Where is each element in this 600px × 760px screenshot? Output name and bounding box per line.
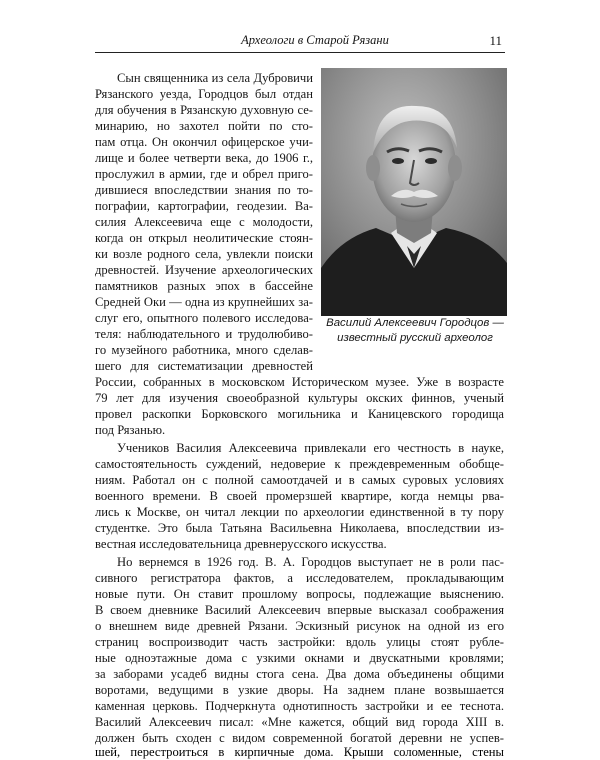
text-line: ные одноэтажные дома с узкими окнами и двускатными кровлями; <box>95 651 504 665</box>
text-line: памятников разных эпох в бассейне <box>95 279 313 293</box>
text-line: Сын священника из села Дубровичи <box>117 71 313 85</box>
text-line: дившиеся впоследствии знания по то- <box>95 183 313 197</box>
text-line: за заборами усадеб видны стога сена. Два дома объединены общими <box>95 667 504 681</box>
portrait-figure <box>321 68 507 336</box>
portrait-photo-icon <box>321 68 507 316</box>
text-line: сивного регистратора фактов, а исследователем, прокладывающим <box>95 571 504 585</box>
text-line: слуг его, опытного полевого исследова- <box>95 311 313 325</box>
text-line: силия Алексеевича еще с молодости, <box>95 215 313 229</box>
text-line: военного времени. В своей промерзшей квартире, когда немцы рва- <box>95 489 504 503</box>
text-line: шего для систематизации древностей <box>95 359 313 373</box>
text-line: России, собранных в московском Историческом музее. Уже в возрасте <box>95 375 504 389</box>
text-line: В своем дневнике Василий Алексеевич впервые высказал соображения <box>95 603 504 617</box>
text-line: самостоятельность суждений, недоверие к преждевременным обобще- <box>95 457 504 471</box>
text-line: лись к Москве, он читал лекции по археологии единственной в ту пору <box>95 505 504 519</box>
text-line: пам отца. Он окончил офицерское учи- <box>95 135 313 149</box>
text-line: теля: наблюдательного и трудолюбиво- <box>95 327 313 341</box>
text-line: 79 лет для изучения своеобразной культуры окских финнов, ученый <box>95 391 504 405</box>
text-line: страниц воспроизводит часть застройки: вдоль улицы стоят рубле- <box>95 635 504 649</box>
text-line: ки возле родного села, увлекли поиски <box>95 247 313 261</box>
text-line: когда он открыл неолитические стоян- <box>95 231 313 245</box>
text-line: воротами, ведущими в узкие дворы. На заднем плане возвышается <box>95 683 504 697</box>
text-line: Средней Оки — одна из крупнейших за- <box>95 295 313 309</box>
figure-caption <box>325 316 505 345</box>
caption-line: известный русский археолог <box>337 331 493 344</box>
header-rule <box>95 52 505 53</box>
text-line: провел раскопки Борковского могильника и Каницевского городища <box>95 407 504 421</box>
text-line: го музейного работника, много сделав- <box>95 343 313 357</box>
text-line: прослужил в армии, где и обрел приго- <box>95 167 313 181</box>
text-line: о внешнем виде древней Рязани. Эскизный рисунок на одной из его <box>95 619 504 633</box>
text-line: студентке. Это была Татьяна Васильевна Николаева, впоследствии из- <box>95 521 504 535</box>
text-line: ниям. Работал он с полной самоотдачей и в самых суровых условиях <box>95 473 504 487</box>
page-number: 11 <box>489 33 502 48</box>
text-line: вестная исследовательница древнерусского искусства. <box>95 537 387 551</box>
text-line: Василий Алексеевич писал: «Мне кажется, общий вид города XIII в. <box>95 715 504 729</box>
text-line: пографии, картографии, геодезии. Ва- <box>95 199 313 213</box>
text-line: каменная церковь. Подчеркнута однотипность застройки и ее теснота. <box>95 699 504 713</box>
text-line: должен быть сходен с видом современной богатой деревни не успев- <box>95 731 504 745</box>
text-line: новые пути. Он ставит прошлому вопросы, подлежащие выяснению. <box>95 587 504 601</box>
text-line: Учеников Василия Алексеевича привлекали его честность в науке, <box>117 441 504 455</box>
text-line: минарию, но захотел пойти по сто- <box>95 119 313 133</box>
text-line: шей, перестроиться в кирпичные дома. Крыши соломенные, стены <box>95 745 504 759</box>
text-line: для обучения в Рязанскую духовную се- <box>95 103 313 117</box>
running-title: Археологи в Старой Рязани <box>241 33 389 47</box>
caption-line: Василий Алексеевич Городцов — <box>326 317 504 329</box>
text-line-clip <box>95 744 504 759</box>
text-line: Но вернемся в 1926 год. В. А. Городцов выступает не в роли пас- <box>117 555 504 569</box>
text-line: под Рязанью. <box>95 423 166 437</box>
text-line: древностей. Изучение археологических <box>95 263 313 277</box>
text-line: лище и более четверти века, до 1906 г., <box>95 151 313 165</box>
text-line: Рязанского уезда, Городцов был отдан <box>95 87 313 101</box>
